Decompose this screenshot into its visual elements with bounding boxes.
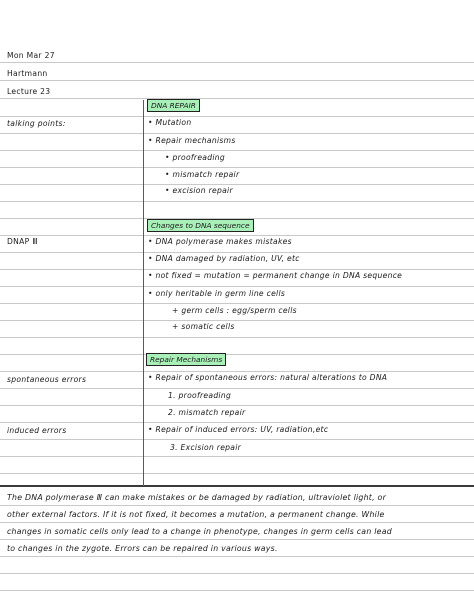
cue-talking-points: talking points: <box>7 119 66 128</box>
list-item: • Mutation <box>148 118 192 127</box>
cue-spontaneous-errors: spontaneous errors <box>7 375 87 384</box>
ruled-line <box>0 303 474 304</box>
ruled-line <box>0 150 474 151</box>
ruled-line <box>0 573 474 574</box>
list-item: • Repair of induced errors: UV, radiation,etc <box>148 425 329 434</box>
heading-dna-repair: DNA REPAIR <box>147 99 200 112</box>
summary-line: The DNA polymerase Ⅲ can make mistakes or be damaged by radiation, ultraviolet light, or <box>7 493 387 502</box>
date: Mon Mar 27 <box>7 51 55 60</box>
ruled-line <box>0 337 474 338</box>
cue-induced-errors: induced errors <box>7 426 67 435</box>
ruled-line <box>0 354 474 355</box>
list-item: • mismatch repair <box>165 170 240 179</box>
ruled-line <box>0 320 474 321</box>
list-item: • not fixed = mutation = permanent change in DNA sequence <box>148 271 403 280</box>
ruled-line <box>0 473 474 474</box>
summary-line: other external factors. If it is not fixed, it becomes a mutation, a permanent change. While <box>7 510 385 519</box>
margin-line <box>143 100 144 486</box>
ruled-line <box>0 269 474 270</box>
list-item: 1. proofreading <box>168 391 232 400</box>
ruled-line <box>0 590 474 591</box>
section-divider <box>0 485 474 487</box>
heading-repair-mechanisms: Repair Mechanisms <box>146 353 226 366</box>
ruled-line <box>0 388 474 389</box>
list-item: + germ cells : egg/sperm cells <box>172 306 297 315</box>
ruled-line <box>0 371 474 372</box>
ruled-line <box>0 539 474 540</box>
list-item: • Repair of spontaneous errors: natural alterations to DNA <box>148 373 388 382</box>
list-item: • proofreading <box>165 153 226 162</box>
ruled-line <box>0 252 474 253</box>
list-item: • DNA damaged by radiation, UV, etc <box>148 254 300 263</box>
ruled-line <box>0 505 474 506</box>
instructor: Hartmann <box>7 69 48 78</box>
ruled-line <box>0 556 474 557</box>
ruled-line <box>0 98 474 99</box>
ruled-line <box>0 62 474 63</box>
list-item: • Repair mechanisms <box>148 136 236 145</box>
ruled-line <box>0 439 474 440</box>
list-item: • excision repair <box>165 186 233 195</box>
cue-dnap: DNAP Ⅲ <box>7 237 38 246</box>
ruled-line <box>0 422 474 423</box>
summary-line: to changes in the zygote. Errors can be repaired in various ways. <box>7 544 278 553</box>
ruled-line <box>0 405 474 406</box>
ruled-line <box>0 522 474 523</box>
ruled-line <box>0 456 474 457</box>
list-item: 2. mismatch repair <box>168 408 246 417</box>
list-item: • only heritable in germ line cells <box>148 289 286 298</box>
ruled-line <box>0 286 474 287</box>
summary-line: changes in somatic cells only lead to a change in phenotype, changes in germ cells can lead <box>7 527 392 536</box>
ruled-line <box>0 167 474 168</box>
ruled-line <box>0 80 474 81</box>
list-item: 3. Excision repair <box>170 443 242 452</box>
ruled-line <box>0 201 474 202</box>
ruled-line <box>0 235 474 236</box>
ruled-line <box>0 133 474 134</box>
heading-changes-to-dna: Changes to DNA sequence <box>147 219 254 232</box>
ruled-line <box>0 184 474 185</box>
list-item: • DNA polymerase makes mistakes <box>148 237 292 246</box>
lecture-number: Lecture 23 <box>7 87 51 96</box>
ruled-line <box>0 116 474 117</box>
list-item: + somatic cells <box>172 322 235 331</box>
